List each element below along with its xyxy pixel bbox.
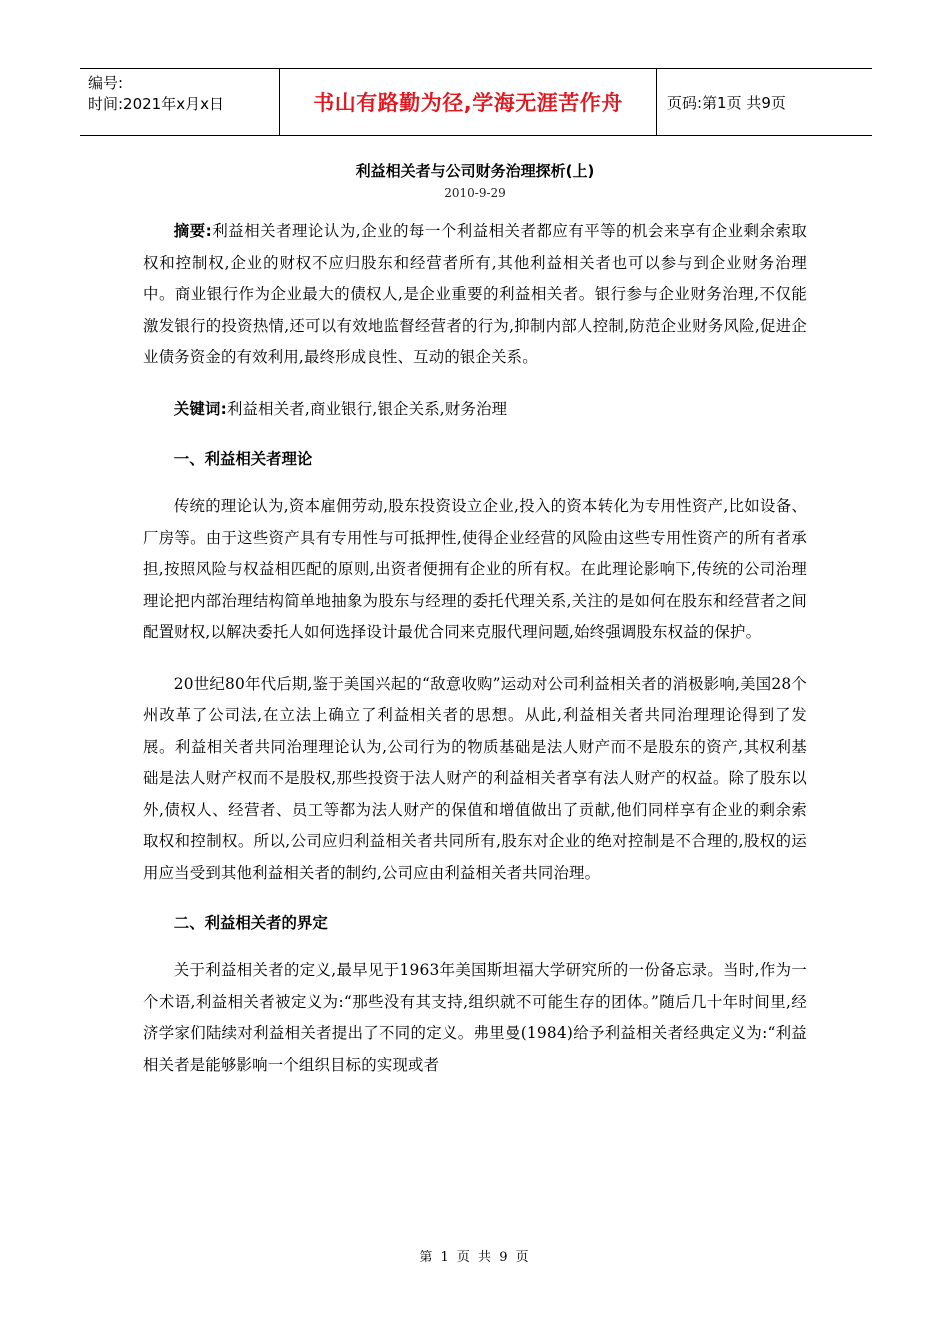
section1-paragraph-2: 20世纪80年代后期,鉴于美国兴起的“敌意收购”运动对公司利益相关者的消极影响,美国28个州改革了公司法,在立法上确立了利益相关者的思想。从此,利益相关者共同治理理论得到了发展。利益相关者共同治理理论认为,公司行为的物质基础是法人财产而不是股东的资产,其权利基础是法人财产权而不是股权,那些投资于法人财产的利益相关者享有法人财产的权益。除了股东以外,债权人、经营者、员工等都为法人财产的保值和增值做出了贡献,他们同样享有企业的剩余索取权和控制权。所以,公司应归利益相关者共同所有,股东对企业的绝对控制是不合理的,股权的运用应当受到其他利益相关者的制约,公司应由利益相关者共同治理。 — [143, 674, 807, 882]
header-motto: 书山有路勤为径,学海无涯苦作舟 — [280, 69, 657, 135]
section-heading-1: 一、利益相关者理论 — [173, 450, 313, 468]
keywords-text: 利益相关者,商业银行,银企关系,财务治理 — [226, 399, 508, 418]
document-number-label: 编号: — [88, 74, 124, 92]
keywords-paragraph — [143, 394, 807, 426]
header-meta-cell — [80, 69, 280, 135]
document-date: 2010-9-29 — [444, 186, 506, 200]
section-heading-2: 二、利益相关者的界定 — [173, 914, 328, 932]
page-footer: 第 1 页 共 9 页 — [419, 1250, 531, 1265]
abstract-label: 摘要: — [173, 222, 213, 240]
document-body — [143, 160, 807, 1101]
header-table — [80, 68, 872, 136]
document-time-label: 时间:2021年x月x日 — [88, 95, 224, 113]
section1-paragraph-1: 传统的理论认为,资本雇佣劳动,股东投资设立企业,投入的资本转化为专用性资产,比如设备、厂房等。由于这些资产具有专用性与可抵押性,使得企业经营的风险由这些专用性资产的所有者承担,按照风险与权益相匹配的原则,出资者便拥有企业的所有权。在此理论影响下,传统的公司治理理论把内部治理结构简单地抽象为股东与经理的委托代理关系,关注的是如何在股东和经营者之间配置财权,以解决委托人如何选择设计最优合同来克服代理问题,始终强调股东权益的保护。 — [143, 497, 807, 641]
keywords-label: 关键词: — [173, 399, 227, 418]
abstract-paragraph — [143, 216, 807, 374]
document-title: 利益相关者与公司财务治理探析(上) — [355, 162, 595, 180]
abstract-text: 利益相关者理论认为,企业的每一个利益相关者都应有平等的机会来享有企业剩余索取权和控制权,企业的财权不应归股东和经营者所有,其他利益相关者也可以参与到企业财务治理中。商业银行作为企业最大的债权人,是企业重要的利益相关者。银行参与企业财务治理,不仅能激发银行的投资热情,还可以有效地监督经营者的行为,抑制内部人控制,防范企业财务风险,促进企业债务资金的有效利用,最终形成良性、互动的银企关系。 — [143, 222, 807, 366]
header-page-label: 页码:第1页 共9页 — [667, 93, 786, 112]
section2-paragraph-1: 关于利益相关者的定义,最早见于1963年美国斯坦福大学研究所的一份备忘录。当时,作为一个术语,利益相关者被定义为:“那些没有其支持,组织就不可能生存的团体。”随后几十年时间里,经济学家们陆续对利益相关者提出了不同的定义。弗里曼(1984)给予利益相关者经典定义为:“利益相关者是能够影响一个组织目标的实现或者 — [143, 961, 807, 1074]
